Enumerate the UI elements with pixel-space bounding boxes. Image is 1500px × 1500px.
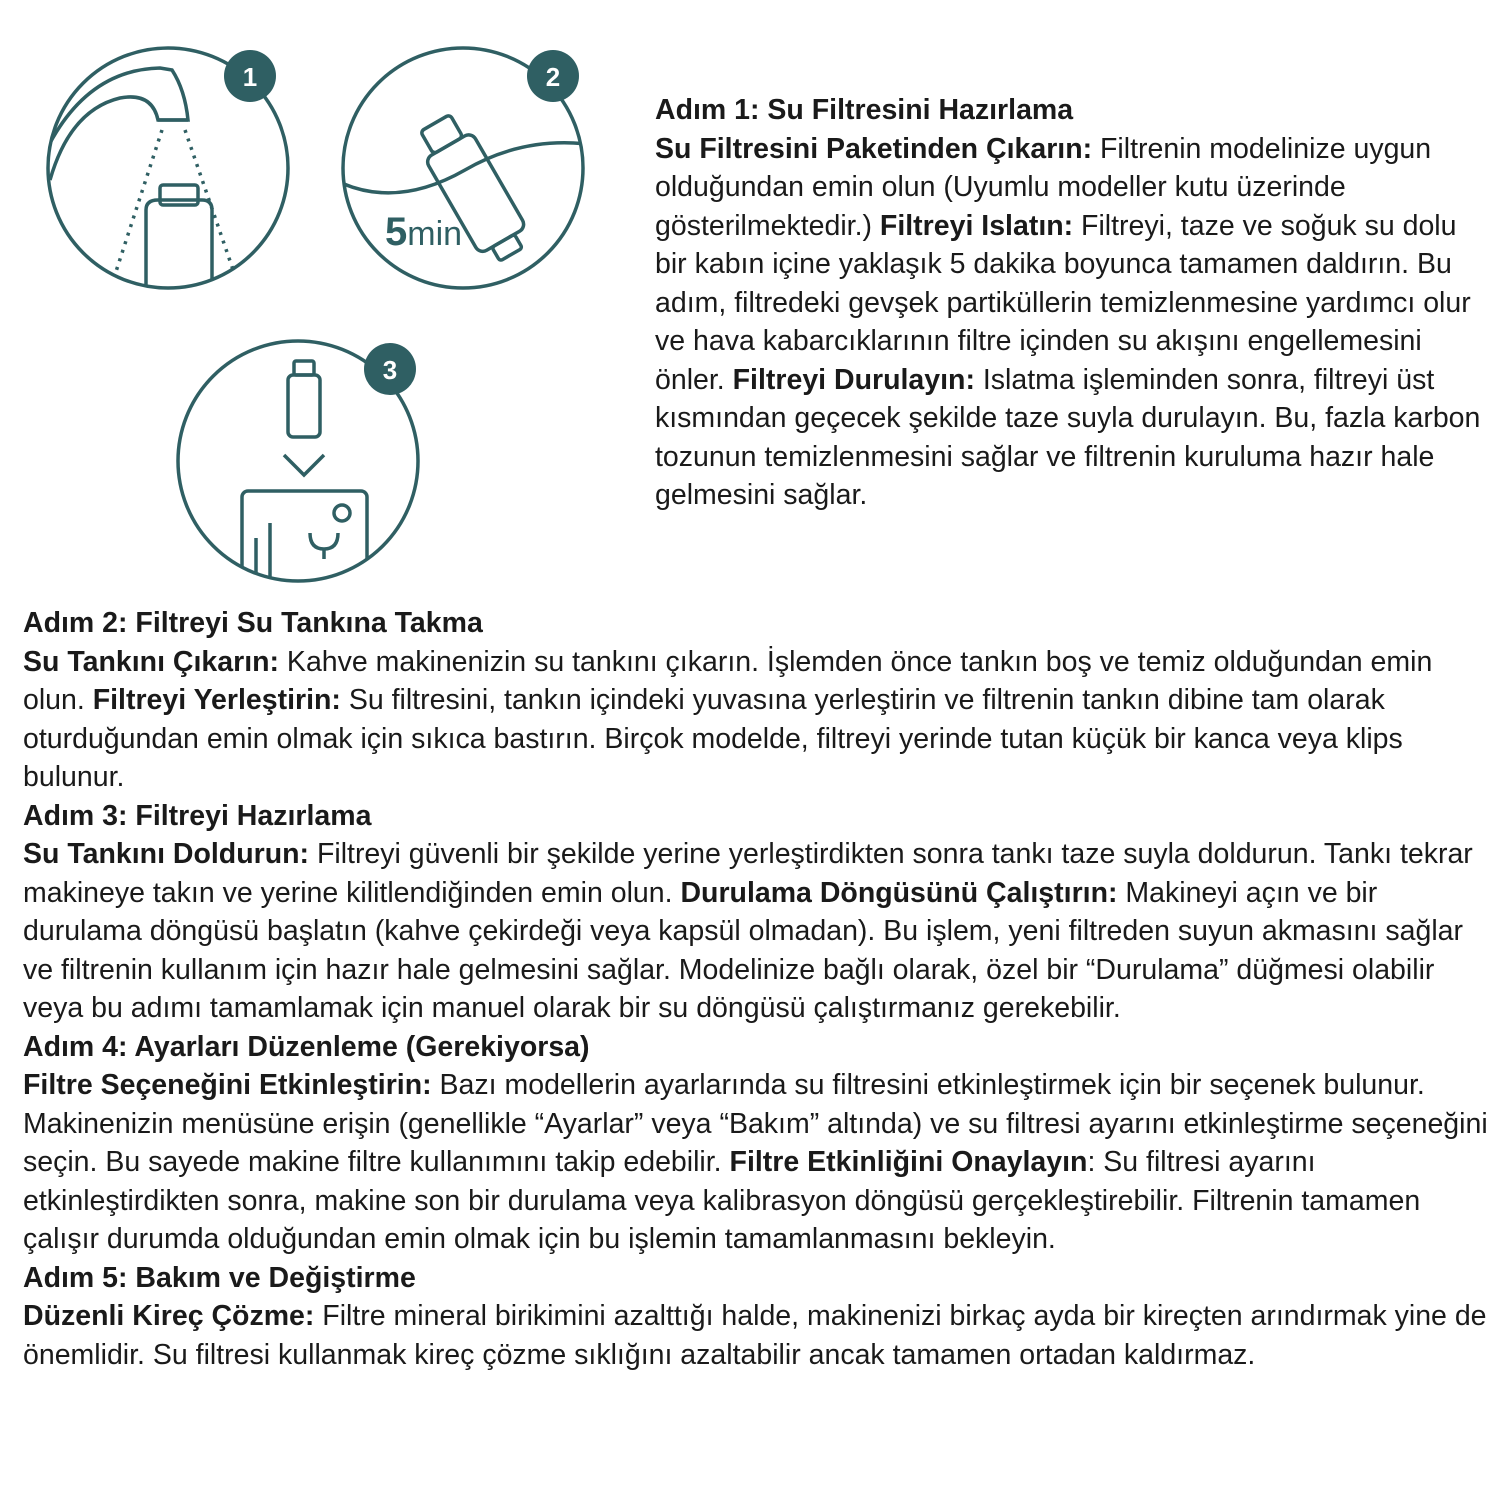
- step-1-label-3: Filtreyi Durulayın:: [732, 363, 975, 396]
- step-1-text-2: Filtreyi, taze ve soğuk su dolu bir kabın içine yaklaşık 5 dakika boyunca tamamen daldırın. Bu adım, filtredeki gevşek partiküllerin temizlenmesine yardımcı olur ve hava kabarcıklarının filtre içinden su akışını engellemesini önler.: [655, 209, 1471, 396]
- step-2-title: Adım 2: Filtreyi Su Tankına Takma: [23, 607, 483, 639]
- illustration-soak-filter: [40, 40, 300, 300]
- filter-in-water-icon: [335, 40, 595, 300]
- step-3-label-2: Durulama Döngüsünü Çalıştırın:: [680, 876, 1118, 909]
- step-5-title: Adım 5: Bakım ve Değiştirme: [23, 1261, 416, 1294]
- step-1-text-3: Islatma işleminden sonra, filtreyi üst kısmından geçecek şekilde taze suyla durulayın. Bu, fazla karbon tozunun temizlenmesini sağlar ve filtrenin kuruluma hazır hale gelmesini sağlar.: [655, 363, 1481, 511]
- step-1-title: Adım 1: Su Filtresini Hazırlama: [655, 94, 1074, 126]
- soak-time-value: 5: [385, 210, 408, 254]
- step-1-section: [655, 91, 1495, 515]
- step-3-label-1: Su Tankını Doldurun:: [23, 838, 310, 870]
- step-2-text-1: Kahve makinenizin su tankını çıkarın. İşlemden önce tankın boş ve temiz olduğundan emin olun.: [23, 645, 1433, 716]
- step-3-text-2: Makineyi açın ve bir durulama döngüsü başlatın (kahve çekirdeği veya kapsül olmadan). Bu işlem, yeni filtreden suyun akmasını sağlar ve filtrenin kullanım için hazır hale gelmesini sağlar. Modelinize bağlı olarak, özel bir “Durulama” düğmesi olabilir veya bu adımı tamamlamak için manuel olarak bir su döngüsü çalıştırmanız gerekebilir.: [23, 876, 1464, 1024]
- step-4-label-2: Filtre Etkinliğini Onaylayın: [729, 1146, 1088, 1178]
- faucet-filter-icon: [40, 40, 300, 300]
- step-1-label-2: Filtreyi Islatın:: [879, 209, 1074, 242]
- step-4-text-2: : Su filtresi ayarını etkinleştirdikten sonra, makine son bir durulama veya kalibrasyon döngüsü gerçekleştirebilir. Filtrenin tamamen çalışır durumda olduğundan emin olmak için bu işlemin tamamlanmasını bekleyin.: [23, 1146, 1421, 1255]
- step-2-label-1: Su Tankını Çıkarın:: [23, 645, 280, 678]
- step-3-body: [23, 835, 1493, 1028]
- svg-text:5min: [385, 210, 462, 254]
- step-1-body: [655, 130, 1495, 515]
- step-2-label-2: Filtreyi Yerleştirin:: [92, 684, 341, 716]
- illustration-soak-5min: [335, 40, 595, 300]
- step-3-text-1: Filtreyi güvenli bir şekilde yerine yerleştirdikten sonra tankı taze suyla doldurun. Tankı tekrar makineye takın ve yerine kilitlendiğinden emin olun.: [23, 838, 1473, 909]
- step-2-text-2: Su filtresini, tankın içindeki yuvasına yerleştirin ve filtrenin tankın dibine tam olarak oturduğundan emin olmak için sıkıca bastırın. Birçok modelde, filtreyi yerinde tutan küçük bir kanca veya klips bulunur.: [23, 684, 1403, 793]
- step-1-label-1: Su Filtresini Paketinden Çıkarın:: [655, 132, 1093, 165]
- insert-filter-machine-icon: [170, 333, 430, 593]
- step-4-title: Adım 4: Ayarları Düzenleme (Gerekiyorsa): [23, 1030, 590, 1063]
- step-4-text-1: Bazı modellerin ayarlarında su filtresini etkinleştirmek için bir seçenek bulunur. Makinenizin menüsüne erişin (genellikle “Ayarlar” veya “Bakım” altında) ve su filtresi ayarını etkinleştirme seçeneğini seçin. Bu sayede makine filtre kullanımını takip edebilir.: [23, 1069, 1488, 1178]
- step-5-label-1: Düzenli Kireç Çözme:: [23, 1300, 315, 1332]
- step-4-body: [23, 1066, 1493, 1259]
- step-3-title: Adım 3: Filtreyi Hazırlama: [23, 799, 372, 832]
- step-1-text-1: Filtrenin modelinize uygun olduğundan emin olun (Uyumlu modeller kutu üzerinde gösterilmektedir.): [655, 132, 1432, 242]
- step-badge-3: 3: [382, 355, 398, 385]
- step-5-text-1: Filtre mineral birikimini azalttığı halde, makinenizi birkaç ayda bir kireçten arındırmak yine de önemlidir. Su filtresi kullanmak kireç çözme sıklığını azaltabilir ancak tamamen ortadan kaldırmaz.: [23, 1300, 1487, 1371]
- step-2-body: [23, 643, 1493, 797]
- soak-time-unit: min: [407, 215, 463, 253]
- step-badge-2: 2: [545, 62, 561, 92]
- step-badge-1: 1: [242, 62, 258, 92]
- illustration-insert-filter: [170, 333, 430, 593]
- step-4-label-1: Filtre Seçeneğini Etkinleştirin:: [23, 1069, 432, 1101]
- step-5-body: [23, 1297, 1493, 1374]
- steps-2-5-section: [23, 604, 1493, 1374]
